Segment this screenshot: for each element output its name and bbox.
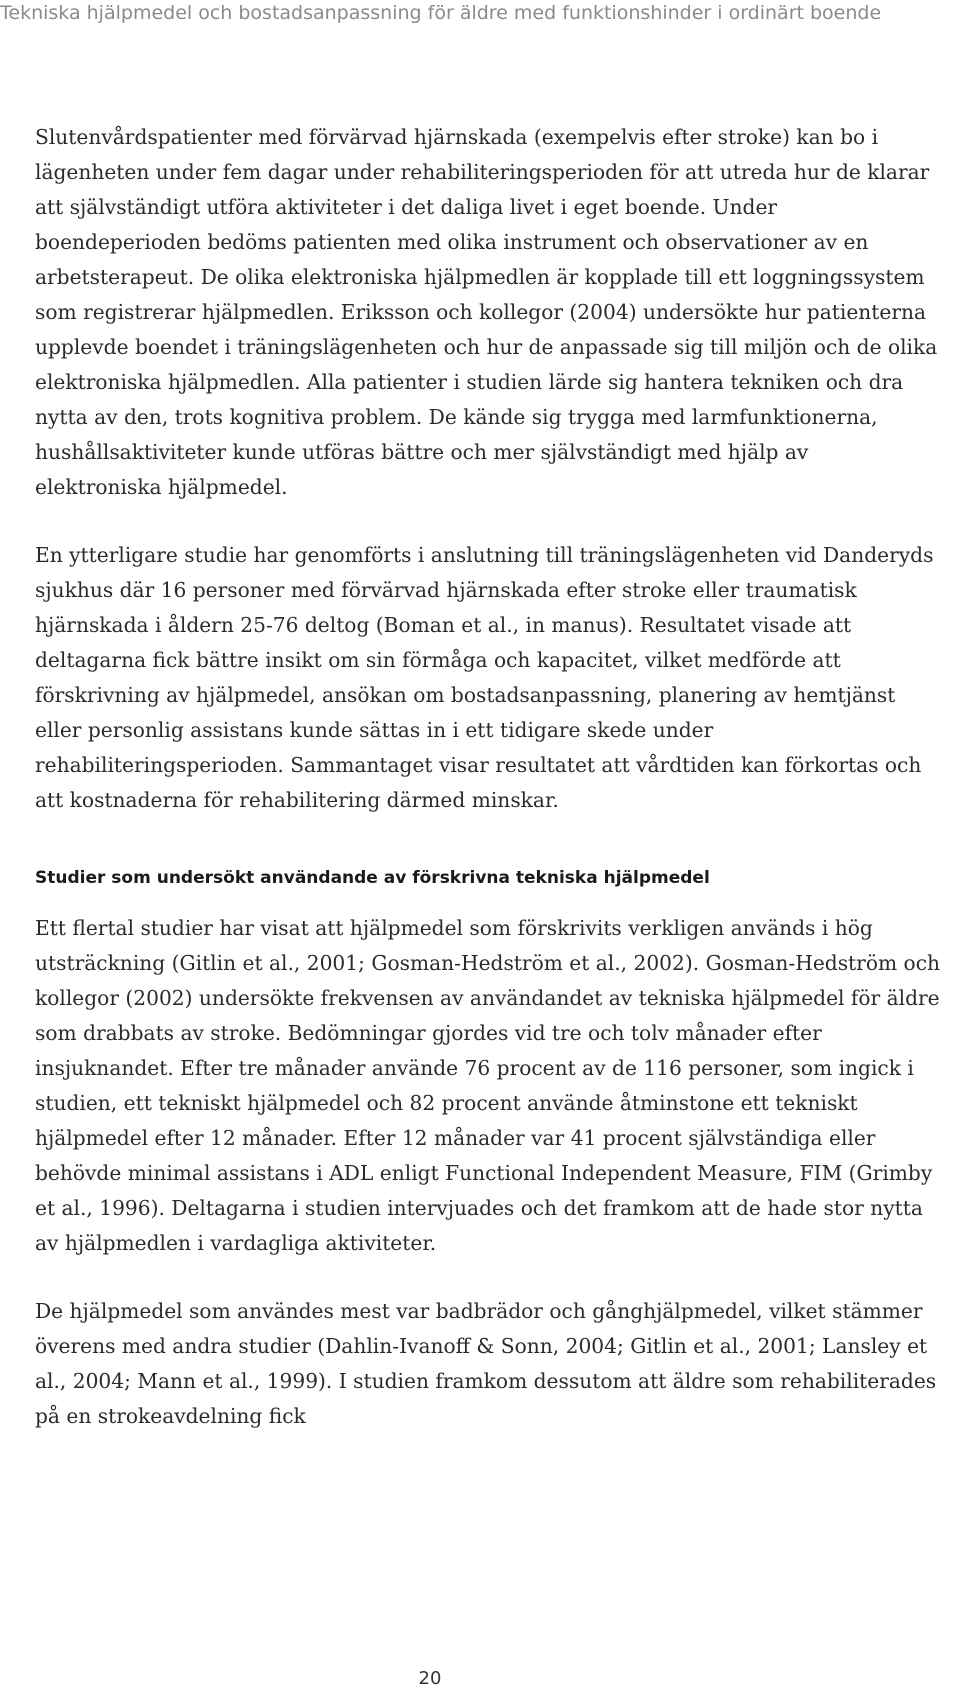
- body-paragraph: De hjälpmedel som användes mest var badbrädor och gånghjälpmedel, vilket stämmer överens med andra studier (Dahlin-Ivanoff & Sonn, 2004; Gitlin et al., 2001; Lansley et al., 2004; Mann et al., 1999). I studien framkom dessutom att äldre som rehabiliterades på en strokeavdelning fick: [35, 1299, 937, 1428]
- running-header: Tekniska hjälpmedel och bostadsanpassning för äldre med funktionshinder i ordinärt boende: [0, 2, 882, 24]
- page-number: 20: [418, 1668, 442, 1689]
- body-paragraph: Slutenvårdspatienter med förvärvad hjärnskada (exempelvis efter stroke) kan bo i lägenheten under fem dagar under rehabiliteringsperioden för att utreda hur de klarar att självständigt utföra aktiviteter i det daliga livet i eget boende. Under boendeperioden bedöms patienten med olika instrument och observationer av en arbetsterapeut. De olika elektroniska hjälpmedlen är kopplade till ett loggningssystem som registrerar hjälpmedlen. Eriksson och kollegor (2004) undersökte hur patienterna upplevde boendet i träningslägenheten och hur de anpassade sig till miljön och de olika elektroniska hjälpmedlen. Alla patienter i studien lärde sig hantera tekniken och dra nytta av den, trots kognitiva problem. De kände sig trygga med larmfunktionerna, hushållsaktiviteter kunde utföras bättre och mer självständigt med hjälp av elektroniska hjälpmedel.: [35, 125, 938, 499]
- section-heading: Studier som undersökt användande av förskrivna tekniska hjälpmedel: [35, 868, 710, 888]
- body-paragraph: Ett flertal studier har visat att hjälpmedel som förskrivits verkligen används i hög utsträckning (Gitlin et al., 2001; Gosman-Hedström et al., 2002). Gosman-Hedström och kollegor (2002) undersökte frekvensen av användandet av tekniska hjälpmedel för äldre som drabbats av stroke. Bedömningar gjordes vid tre och tolv månader efter insjuknandet. Efter tre månader använde 76 procent av de 116 personer, som ingick i studien, ett tekniskt hjälpmedel och 82 procent använde åtminstone ett tekniskt hjälpmedel efter 12 månader. Efter 12 månader var 41 procent självständiga eller behövde minimal assistans i ADL enligt Functional Independent Measure, FIM (Grimby et al., 1996). Deltagarna i studien intervjuades och det framkom att de hade stor nytta av hjälpmedlen i vardagliga aktiviteter.: [35, 916, 940, 1255]
- document-body: [35, 120, 940, 1434]
- body-paragraph: En ytterligare studie har genomförts i anslutning till träningslägenheten vid Danderyds sjukhus där 16 personer med förvärvad hjärnskada efter stroke eller traumatisk hjärnskada i åldern 25-76 deltog (Boman et al., in manus). Resultatet visade att deltagarna fick bättre insikt om sin förmåga och kapacitet, vilket medförde att förskrivning av hjälpmedel, ansökan om bostadsanpassning, planering av hemtjänst eller personlig assistans kunde sättas in i ett tidigare skede under rehabiliteringsperioden. Sammantaget visar resultatet att vårdtiden kan förkortas och att kostnaderna för rehabilitering därmed minskar.: [35, 543, 934, 812]
